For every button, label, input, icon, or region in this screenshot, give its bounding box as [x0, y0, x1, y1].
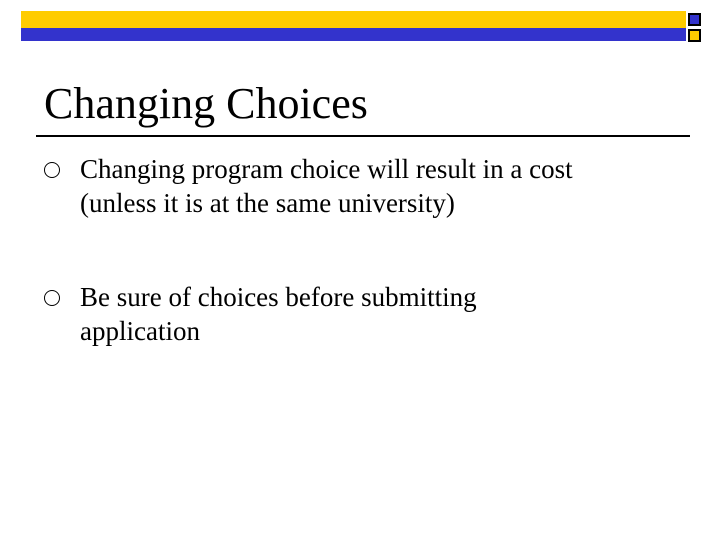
- title-divider: [36, 135, 690, 137]
- hollow-circle-bullet-icon: [44, 290, 60, 306]
- header-yellow-bar: [21, 11, 686, 28]
- header-purple-bar: [21, 28, 686, 41]
- bullet-list: [44, 152, 684, 408]
- bullet-text-line: (unless it is at the same university): [80, 188, 455, 218]
- bullet-text-line: Be sure of choices before submitting: [80, 282, 477, 312]
- hollow-circle-bullet-icon: [44, 162, 60, 178]
- bullet-text-line: Changing program choice will result in a cost: [80, 154, 573, 184]
- bullet-item: [44, 280, 684, 348]
- bullet-item: [44, 152, 684, 220]
- corner-square-yellow: [688, 29, 701, 42]
- corner-square-purple: [688, 13, 701, 26]
- slide-title: Changing Choices: [44, 79, 368, 128]
- bullet-text-line: application: [80, 316, 200, 346]
